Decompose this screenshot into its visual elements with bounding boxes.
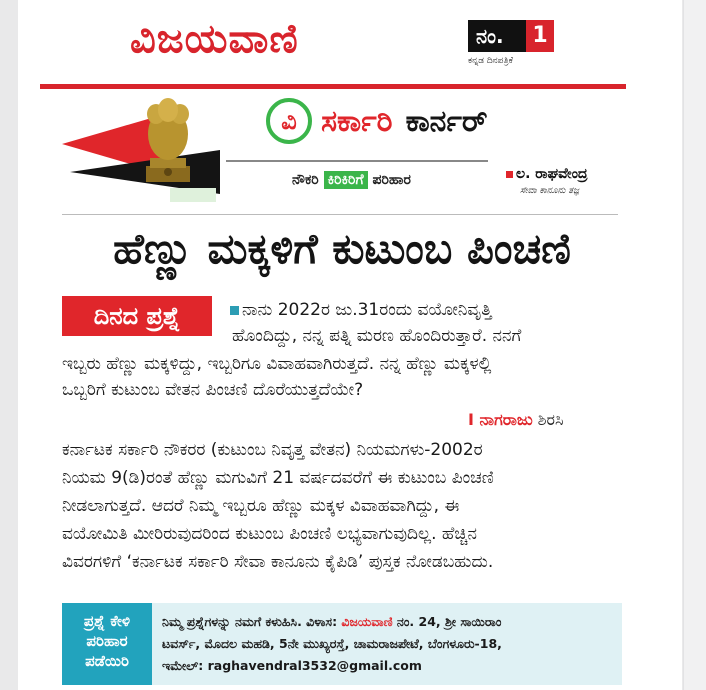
ashoka-emblem-icon xyxy=(138,94,198,186)
question-line-2: ಹೊಂದಿದ್ದು, ನನ್ನ ಪತ್ನಿ ಮರಣ ಹೊಂದಿರುತ್ತಾರೆ. ನನಗೆ xyxy=(232,326,522,346)
contact-prefix: ನಿಮ್ಮ ಪ್ರಶ್ನೆಗಳನ್ನು ನಮಗೆ ಕಳುಹಿಸಿ. ವಿಳಾಸ: xyxy=(162,614,342,629)
question-line-4: ಒಬ್ಬರಿಗೆ ಕುಟುಂಬ ವೇತನ ಪಿಂಚಣಿ ದೊರೆಯುತ್ತದೆಯೇ? xyxy=(62,380,364,400)
ask-tab-line-1: ಪ್ರಶ್ನೆ ಕೇಳಿ xyxy=(83,612,131,630)
banner-bottom-rule xyxy=(62,214,618,215)
green-block-decoration xyxy=(170,188,216,202)
ask-question-tab xyxy=(62,603,152,685)
corner-word: ಕಾರ್ನರ್ xyxy=(405,103,488,139)
badge-number: 1 xyxy=(526,20,554,52)
masthead-tagline: ಕನ್ನಡ ದಿನಪತ್ರಿಕೆ xyxy=(468,56,514,66)
answer-line-5: ವಿವರಗಳಿಗೆ ‘ಕರ್ನಾಟಕ ಸರ್ಕಾರಿ ಸೇವಾ ಕಾನೂನು ಕೈಪಿಡಿ’ ಪುಸ್ತಕ ನೋಡಬಹುದು. xyxy=(62,552,494,572)
banner-divider xyxy=(226,160,488,162)
columnist-name-text: ಲ. ರಾಘವೇಂದ್ರ xyxy=(516,166,588,182)
columnist-name xyxy=(506,166,588,182)
ask-tab-line-2: ಪರಿಹಾರ xyxy=(86,632,128,650)
answer-line-4: ವಯೋಮಿತಿ ಮೀರಿರುವುದರಿಂದ ಕುಟುಂಬ ಪಿಂಚಣಿ ಲಭ್ಯವಾಗುವುದಿಲ್ಲ. ಹೆಚ್ಚಿನ xyxy=(62,524,477,544)
subtitle-highlight: ಕಿರಿಕಿರಿಗೆ xyxy=(324,171,368,189)
contact-brand: ವಿಜಯವಾಣಿ xyxy=(341,614,393,629)
contact-line-2: ಟವರ್ಸ್‌, ಮೊದಲ ಮಹಡಿ, 5ನೇ ಮುಖ್ಯರಸ್ತೆ, ಚಾಮರಾಜಪೇಟೆ, ಬೆಂಗಳೂರು-18, xyxy=(162,636,502,651)
banner-subtitle xyxy=(292,172,411,188)
question-line-3: ಇಬ್ಬರು ಹೆಣ್ಣು ಮಕ್ಕಳಿದ್ದು, ಇಬ್ಬರಿಗೂ ವಿವಾಹವಾಗಿರುತ್ತದೆ. ನನ್ನ ಹೆಣ್ಣು ಮಕ್ಕಳಲ್ಲಿ xyxy=(62,354,492,374)
contact-suffix: ನಂ. 24, ಶ್ರೀ ಸಾಯಿರಾಂ xyxy=(392,614,502,629)
subtitle-prefix: ನೌಕರಿ xyxy=(292,172,319,188)
columnist-role: ಸೇವಾ ಕಾನೂನು ತಜ್ಞ xyxy=(520,186,580,196)
asker-credit xyxy=(468,410,564,430)
answer-line-3: ನೀಡಲಾಗುತ್ತದೆ. ಆದರೆ ನಿಮ್ಮ ಇಬ್ಬರೂ ಹೆಣ್ಣು ಮಕ್ಕಳ ವಿವಾಹವಾಗಿದ್ದು, ಈ xyxy=(62,496,460,516)
sarkari-word: ಸರ್ಕಾರಿ xyxy=(321,103,393,139)
sarkari-corner-logo xyxy=(266,98,488,144)
asker-place: ಶಿರಸಿ xyxy=(537,410,564,429)
asker-bar-mark: I xyxy=(468,410,480,429)
subtitle-suffix: ಪರಿಹಾರ xyxy=(372,172,411,188)
question-of-the-day-label: ದಿನದ ಪ್ರಶ್ನೆ xyxy=(62,296,212,336)
number-one-badge xyxy=(468,20,554,52)
teal-square-icon xyxy=(230,306,239,315)
answer-line-1: ಕರ್ನಾಟಕ ಸರ್ಕಾರಿ ನೌಕರರ (ಕುಟುಂಬ ನಿವೃತ್ತ ವೇತನ) ನಿಯಮಗಳು-2002ರ xyxy=(62,440,483,460)
ask-tab-line-3: ಪಡೆಯಿರಿ xyxy=(85,652,129,670)
contact-line-1 xyxy=(162,614,501,630)
question-line-1 xyxy=(230,300,492,320)
question-line-1-text: ನಾನು 2022ರ ಜು.31ರಂದು ವಯೋನಿವೃತ್ತಿ xyxy=(242,300,492,320)
badge-text: ನಂ. xyxy=(476,24,504,48)
vi-logo-badge: ವಿ xyxy=(266,98,312,144)
red-square-icon xyxy=(506,171,513,178)
right-scroll-edge xyxy=(683,0,706,690)
asker-name: ನಾಗರಾಜು xyxy=(479,410,533,429)
answer-line-2: ನಿಯಮ 9(ಡಿ)ರಂತೆ ಹೆಣ್ಣು ಮಗುವಿಗೆ 21 ವರ್ಷದವರೆಗೆ ಈ ಕುಟುಂಬ ಪಿಂಚಣಿ xyxy=(62,468,494,488)
article-headline: ಹೆಣ್ಣು ಮಕ್ಕಳಿಗೆ ಕುಟುಂಬ ಪಿಂಚಣಿ xyxy=(113,224,571,273)
newspaper-title: ವಿಜಯವಾಣಿ xyxy=(130,16,299,62)
contact-email[interactable]: ಇಮೇಲ್: raghavendral3532@gmail.com xyxy=(162,658,422,673)
